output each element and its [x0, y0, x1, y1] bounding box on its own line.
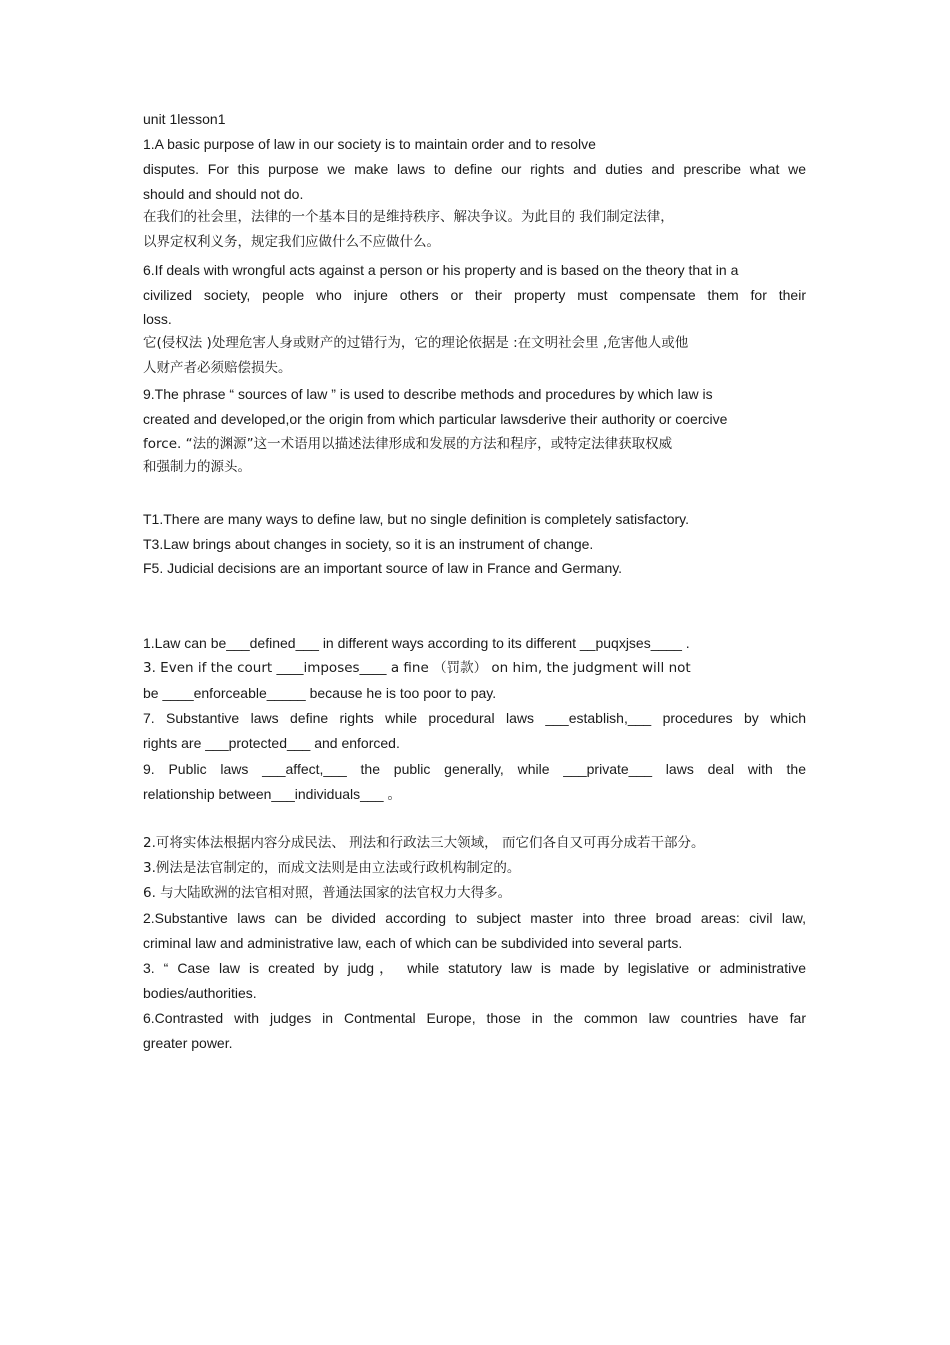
text-line: T1.There are many ways to define law, but no single definition is completely satisfactory. [143, 511, 690, 527]
text-line: created and developed,or the origin from which particular lawsderive their authority or coercive [143, 411, 728, 427]
text-line: 9.The phrase “ sources of law ” is used to describe methods and procedures by which law is [143, 386, 713, 402]
text-line: 1.Law can be___defined___ in different ways according to its different __puqxjses____ . [143, 635, 690, 651]
text-line: be ____enforceable_____ because he is too poor to pay. [143, 685, 497, 701]
text-line: 1.A basic purpose of law in our society is to maintain order and to resolve [143, 136, 596, 152]
text-line: 以界定权利义务，规定我们应做什么不应做什么。 [143, 234, 440, 250]
text-line: 人财产者必须赔偿损失。 [143, 360, 292, 376]
text-line: 2.Substantive laws can be divided according to subject master into three broad areas: civil law, [143, 910, 806, 926]
text-line: 它(侵权法 )处理危害人身或财产的过错行为，它的理论依据是 :在文明社会里 ,危害他人或他 [143, 335, 689, 351]
text-line: 3. Even if the court ____imposes____ a fine （罚款） on him, the judgment will not [143, 660, 691, 676]
text-line: should and should not do. [143, 186, 304, 202]
text-line: rights are ___protected___ and enforced. [143, 735, 400, 751]
text-line: loss. [143, 311, 172, 327]
text-line: 2.可将实体法根据内容分成民法、 刑法和行政法三大领域， 而它们各自又可再分成若干部分。 [143, 835, 705, 851]
text-line: 和强制力的源头。 [143, 459, 251, 475]
text-line: 在我们的社会里，法律的一个基本目的是维持秩序、解决争议。为此目的 我们制定法律， [143, 209, 674, 225]
text-line: unit 1lesson1 [143, 111, 226, 127]
text-line: T3.Law brings about changes in society, so it is an instrument of change. [143, 536, 594, 552]
text-line: F5. Judicial decisions are an important source of law in France and Germany. [143, 560, 623, 576]
text-line: disputes. For this purpose we make laws to define our rights and duties and prescribe what we [143, 161, 806, 177]
text-line: civilized society, people who injure others or their property must compensate them for their [143, 287, 806, 303]
text-line: 6. 与大陆欧洲的法官相对照，普通法国家的法官权力大得多。 [143, 885, 512, 901]
text-line: 9. Public laws ___affect,___ the public generally, while ___private___ laws deal with the [143, 761, 806, 777]
text-line: 3.例法是法官制定的，而成文法则是由立法或行政机构制定的。 [143, 860, 521, 876]
text-line: 6.Contrasted with judges in Contmental Europe, those in the common law countries have far [143, 1010, 806, 1026]
text-line: 6.If deals with wrongful acts against a person or his property and is based on the theory that in a [143, 262, 739, 278]
text-line: criminal law and administrative law, each of which can be subdivided into several parts. [143, 935, 683, 951]
text-line: greater power. [143, 1035, 233, 1051]
text-line: force. “法的渊源”这一术语用以描述法律形成和发展的方法和程序，或特定法律获取权威 [143, 436, 673, 452]
text-line: relationship between___individuals___ 。 [143, 786, 402, 802]
text-line: 3. “ Case law is created by judg， while statutory law is made by legislative or administrative [143, 960, 806, 976]
text-line: bodies/authorities. [143, 985, 257, 1001]
text-line: 7. Substantive laws define rights while procedural laws ___establish,___ procedures by which [143, 710, 806, 726]
